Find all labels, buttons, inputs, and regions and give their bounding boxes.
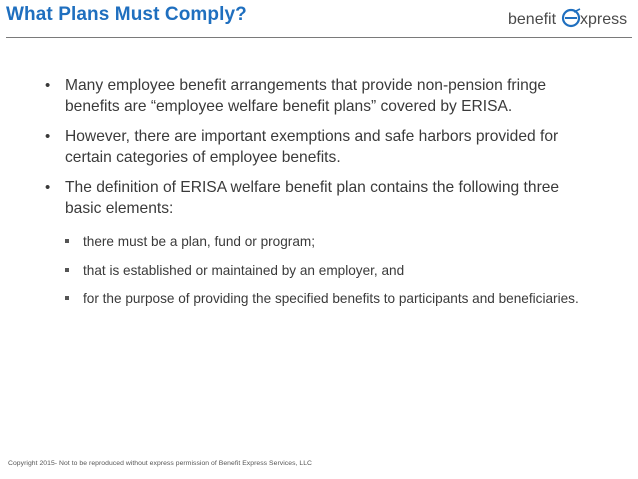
bullet-dot-icon: • (45, 77, 51, 94)
sub-bullet-item (63, 290, 595, 308)
bullet-dot-icon: • (45, 179, 51, 196)
bullet-text: However, there are important exemptions and safe harbors provided for certain categories of employee benefits. (65, 128, 559, 166)
logo-text-xpress: xpress (580, 11, 628, 28)
bullet-text: The definition of ERISA welfare benefit plan contains the following three basic elements: (65, 179, 560, 217)
logo-e-mark-icon (563, 9, 580, 26)
square-bullet-icon (65, 268, 69, 272)
bullet-item (45, 127, 595, 168)
slide-content (45, 76, 595, 319)
square-bullet-icon (65, 296, 69, 300)
bullet-item (45, 76, 595, 117)
sub-bullet-item (63, 233, 595, 251)
title-divider (6, 37, 632, 38)
page-title: What Plans Must Comply? (6, 4, 247, 25)
bullet-text: Many employee benefit arrangements that provide non-pension fringe benefits are “employee welfare benefit plans” covered by ERISA. (65, 77, 547, 115)
sub-bullet-text: for the purpose of providing the specified benefits to participants and beneficiaries. (83, 291, 579, 306)
bullet-dot-icon: • (45, 128, 51, 145)
sub-bullet-item (63, 262, 595, 280)
sub-bullet-list (63, 233, 595, 308)
sub-bullet-text: that is established or maintained by an employer, and (83, 262, 405, 278)
bullet-item (45, 178, 595, 219)
footer-copyright: Copyright 2015- Not to be reproduced without express permission of Benefit Express Services, LLC (8, 460, 313, 467)
sub-bullet-text: there must be a plan, fund or program; (83, 234, 315, 249)
logo-text-benefit: benefit (508, 11, 557, 28)
square-bullet-icon (65, 239, 69, 243)
benefit-express-logo (508, 6, 632, 30)
